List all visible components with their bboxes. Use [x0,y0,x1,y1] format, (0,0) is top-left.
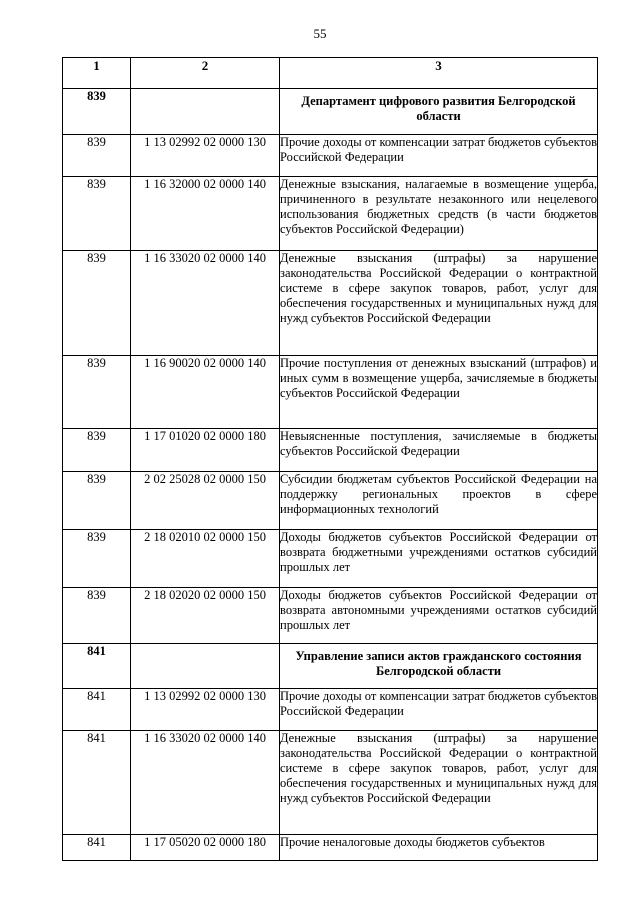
admin-code-cell: 841 [63,644,131,689]
table-row [63,89,598,135]
admin-code-cell: 839 [63,472,131,530]
table-row [63,644,598,689]
revenue-code-cell: 1 17 01020 02 0000 180 [131,429,280,472]
revenue-description-cell: Субсидии бюджетам субъектов Российской Федерации на поддержку региональных проектов в сфере информационных технологий [280,472,598,530]
header-col-1: 1 [63,58,131,89]
table-row [63,588,598,644]
admin-code-cell: 841 [63,689,131,731]
header-row [63,58,598,89]
revenue-description-cell: Прочие доходы от компенсации затрат бюджетов субъектов Российской Федерации [280,689,598,731]
table-row [63,429,598,472]
revenue-code-cell: 1 13 02992 02 0000 130 [131,689,280,731]
table-row [63,689,598,731]
administrator-name-cell: Департамент цифрового развития Белгородской области [280,89,598,135]
admin-code-cell: 839 [63,89,131,135]
admin-code-cell: 839 [63,530,131,588]
revenue-code-cell: 1 16 32000 02 0000 140 [131,177,280,251]
admin-code-cell: 839 [63,135,131,177]
admin-code-cell: 839 [63,356,131,429]
table-header [63,58,598,89]
revenue-description-cell: Прочие неналоговые доходы бюджетов субъектов [280,835,598,861]
revenue-classification-table [62,57,598,861]
revenue-code-cell: 1 13 02992 02 0000 130 [131,135,280,177]
table-row [63,251,598,356]
revenue-description-cell: Денежные взыскания (штрафы) за нарушение законодательства Российской Федерации о контрактной системе в сфере закупок товаров, работ, услуг для обеспечения государственных и муниципальных нужд для нужд субъектов Российской Федерации [280,731,598,835]
table-row [63,530,598,588]
admin-code-cell: 841 [63,731,131,835]
header-col-2: 2 [131,58,280,89]
revenue-description-cell: Невыясненные поступления, зачисляемые в бюджеты субъектов Российской Федерации [280,429,598,472]
header-col-3: 3 [280,58,598,89]
revenue-description-cell: Прочие поступления от денежных взысканий (штрафов) и иных сумм в возмещение ущерба, зачисляемые в бюджеты субъектов Российской Федерации [280,356,598,429]
revenue-description-cell: Денежные взыскания (штрафы) за нарушение законодательства Российской Федерации о контрактной системе в сфере закупок товаров, работ, услуг для обеспечения государственных и муниципальных нужд для нужд субъектов Российской Федерации [280,251,598,356]
revenue-code-cell [131,644,280,689]
table-row [63,177,598,251]
table-body [63,89,598,861]
revenue-description-cell: Прочие доходы от компенсации затрат бюджетов субъектов Российской Федерации [280,135,598,177]
revenue-code-cell: 2 02 25028 02 0000 150 [131,472,280,530]
revenue-description-cell: Доходы бюджетов субъектов Российской Федерации от возврата бюджетными учреждениями остатков субсидий прошлых лет [280,530,598,588]
admin-code-cell: 841 [63,835,131,861]
table-row [63,472,598,530]
revenue-code-cell: 1 16 33020 02 0000 140 [131,731,280,835]
table-row [63,731,598,835]
revenue-code-cell: 1 16 90020 02 0000 140 [131,356,280,429]
revenue-code-cell: 1 17 05020 02 0000 180 [131,835,280,861]
page-number: 55 [313,26,327,41]
revenue-description-cell: Доходы бюджетов субъектов Российской Федерации от возврата автономными учреждениями остатков субсидий прошлых лет [280,588,598,644]
admin-code-cell: 839 [63,177,131,251]
revenue-description-cell: Денежные взыскания, налагаемые в возмещение ущерба, причиненного в результате незаконного или нецелевого использования бюджетных средств (в части бюджетов субъектов Российской Федерации) [280,177,598,251]
admin-code-cell: 839 [63,429,131,472]
revenue-code-cell [131,89,280,135]
revenue-code-cell: 2 18 02020 02 0000 150 [131,588,280,644]
revenue-code-cell: 2 18 02010 02 0000 150 [131,530,280,588]
table-row [63,135,598,177]
administrator-name-cell: Управление записи актов гражданского состояния Белгородской области [280,644,598,689]
table-row [63,356,598,429]
admin-code-cell: 839 [63,251,131,356]
table-row [63,835,598,861]
revenue-code-cell: 1 16 33020 02 0000 140 [131,251,280,356]
admin-code-cell: 839 [63,588,131,644]
